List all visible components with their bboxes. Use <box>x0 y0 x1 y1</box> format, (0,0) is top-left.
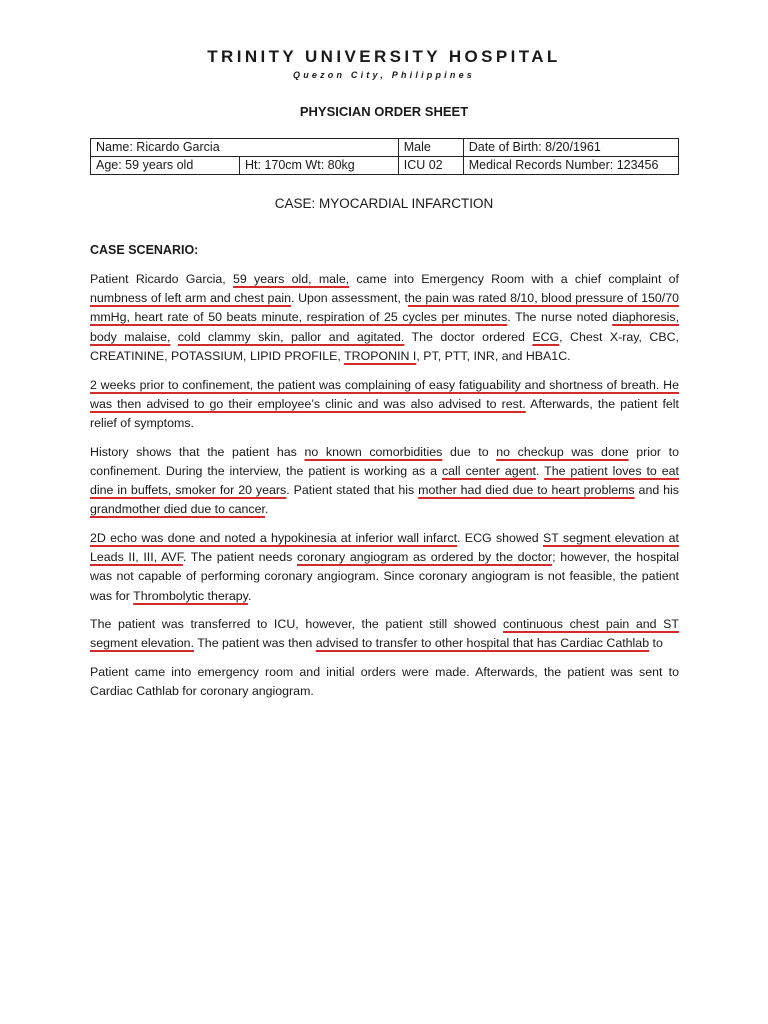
highlighted-text: ECG <box>532 329 560 344</box>
scenario-paragraph <box>90 615 679 653</box>
paragraph-text: Patient Ricardo Garcia, <box>90 272 233 286</box>
scenario-paragraph <box>90 529 679 606</box>
paragraph-text: The patient was transferred to ICU, however, the patient still showed <box>90 617 504 632</box>
paragraph-text: History shows that the patient has <box>90 444 305 459</box>
patient-unit-cell: ICU 02 <box>398 157 463 175</box>
patient-height-weight-cell: Ht: 170cm Wt: 80kg <box>240 157 399 175</box>
highlighted-text: ST segment elevation at Leads II, III, AVF <box>90 530 679 565</box>
paragraph-text: . ECG showed <box>457 530 543 545</box>
highlighted-text: numbness of left arm and chest pain <box>90 291 291 306</box>
highlighted-text: cold clammy skin, pallor and agitated. <box>177 329 405 344</box>
paragraph-text: The patient was then <box>194 636 316 651</box>
scenario-paragraph <box>90 443 679 520</box>
highlighted-text: he pain was rated 8/10, blood pressure of 150/70 mmHg, heart rate of 50 beats minute, respiration of 25 cycles per minutes <box>90 291 679 325</box>
patient-sex-cell: Male <box>398 139 463 157</box>
paragraph-text: , Chest X-ray, CBC, CREATININE, POTASSIUM, LIPID PROFILE, <box>90 329 679 363</box>
highlighted-text: 2D echo was done and noted a hypokinesia at inferior wall infarct <box>90 530 458 545</box>
highlighted-text: The patient loves to eat dine in buffets, smoker for 20 years <box>90 463 680 498</box>
paragraph-text <box>170 330 177 344</box>
table-row <box>91 157 679 175</box>
paragraph-text: ; however, the hospital was not capable of performing coronary angiogram. Since coronary angiogram is not feasible, the patient was for <box>90 550 679 603</box>
highlighted-text: advised to transfer to other hospital that has Cardiac Cathlab <box>315 636 650 651</box>
paragraph-text: The doctor ordered <box>404 329 533 344</box>
patient-info-table <box>90 138 679 175</box>
scenario-paragraph <box>90 663 679 701</box>
patient-name-cell: Name: Ricardo Garcia <box>91 139 399 157</box>
highlighted-text: call center agent <box>441 463 536 478</box>
highlighted-text: no known comorbidities <box>304 444 443 459</box>
highlighted-text: diaphoresis, body malaise, <box>90 310 680 344</box>
paragraph-text: prior to confinement. During the interview, the patient is working as a <box>90 444 679 478</box>
paragraph-text: . <box>264 502 269 517</box>
case-title: CASE: MYOCARDIAL INFARCTION <box>274 196 494 211</box>
paragraph-text: , PT, PTT, INR, and HBA1C. <box>416 348 571 363</box>
scenario-paragraph <box>90 376 679 434</box>
highlighted-text: continuous chest pain and ST segment elevation. <box>90 617 679 651</box>
paragraph-text: Patient came into emergency room and initial orders were made. Afterwards, the patient was sent to Cardiac Cathlab for coronary angiogram. <box>90 665 679 699</box>
highlighted-text: Thrombolytic therapy <box>133 588 248 603</box>
patient-age-cell: Age: 59 years old <box>91 157 240 175</box>
highlighted-text: no checkup was done <box>496 444 629 459</box>
paragraph-text: to <box>649 636 663 651</box>
paragraph-text: came into Emergency Room with a chief complaint of <box>349 272 679 286</box>
highlighted-text: 59 years old, male, <box>233 272 350 286</box>
patient-dob-cell: Date of Birth: 8/20/1961 <box>463 139 678 157</box>
paragraph-text: due to <box>442 444 497 459</box>
patient-mrn-cell: Medical Records Number: 123456 <box>463 157 678 175</box>
paragraph-text: Afterwards, the patient felt relief of symptoms. <box>90 396 679 430</box>
table-row <box>91 139 679 157</box>
highlighted-text: grandmother died due to cancer <box>90 502 265 517</box>
hospital-location: Quezon City, Philippines <box>293 70 475 80</box>
paragraph-text: . <box>535 463 545 478</box>
highlighted-text: 2 weeks prior to confinement, the patient was complaining of easy fatiguability and shortness of breath. He was then advised to go their employee’s clinic and was also advised to rest. <box>90 377 679 411</box>
sheet-title: PHYSICIAN ORDER SHEET <box>299 104 469 119</box>
highlighted-text: coronary angiogram as ordered by the doctor <box>296 550 553 565</box>
highlighted-text: mother had died due to heart problems <box>418 483 635 498</box>
paragraph-text: . <box>247 588 252 603</box>
paragraph-text: . The patient needs <box>182 550 297 565</box>
scenario-heading: CASE SCENARIO: <box>90 243 199 257</box>
hospital-name: TRINITY UNIVERSITY HOSPITAL <box>207 47 561 66</box>
paragraph-text: and his <box>634 483 679 498</box>
paragraph-text: . Upon assessment, t <box>290 291 408 306</box>
case-scenario-body <box>90 270 679 711</box>
highlighted-text: TROPONIN I <box>344 348 417 363</box>
paragraph-text: . Patient stated that his <box>286 483 419 498</box>
paragraph-text: . The nurse noted <box>507 310 613 325</box>
scenario-paragraph <box>90 270 679 366</box>
